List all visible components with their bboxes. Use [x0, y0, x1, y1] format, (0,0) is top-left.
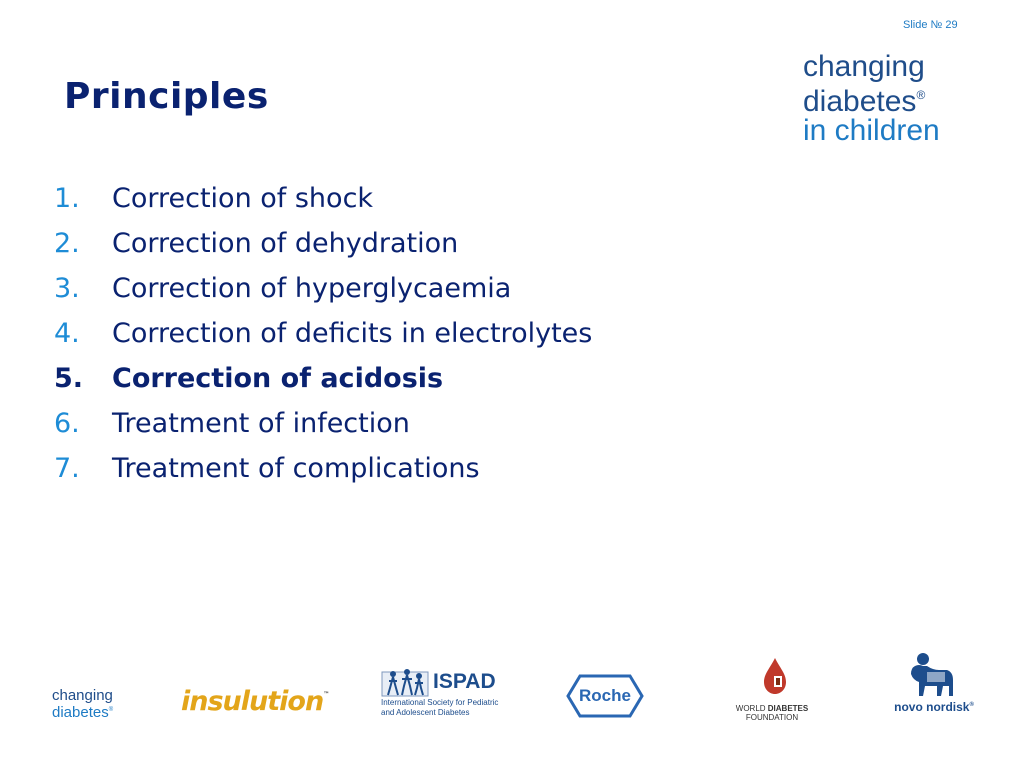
- wdf-name-part-3: FOUNDATION: [745, 713, 799, 722]
- ispad-figures-icon: [381, 666, 429, 698]
- item-number: 2.: [54, 228, 80, 259]
- item-text: Correction of deficits in electrolytes: [112, 318, 593, 349]
- ispad-subtitle-line-2: and Adolescent Diabetes: [381, 708, 470, 717]
- principles-list: [54, 183, 592, 498]
- item-number: 1.: [54, 183, 80, 214]
- logo-line-2: diabetes: [52, 704, 109, 721]
- item-text: Treatment of complications: [112, 453, 480, 484]
- brand-line-2: diabetes: [803, 85, 917, 118]
- ispad-logo: [381, 664, 511, 720]
- item-number: 4.: [54, 318, 80, 349]
- wdf-name-part-1: WORLD: [735, 704, 768, 713]
- novo-nordisk-logo: [889, 652, 979, 718]
- insulution-logo: [181, 686, 328, 717]
- list-item: [54, 318, 592, 363]
- roche-logo: [566, 674, 644, 718]
- ispad-subtitle: [381, 698, 511, 718]
- list-item: [54, 183, 592, 228]
- item-text: Correction of hyperglycaemia: [112, 273, 512, 304]
- registered-mark: ®: [108, 707, 114, 713]
- list-item-active: [54, 363, 592, 408]
- insulution-text: insulution: [181, 686, 324, 717]
- item-number: 6.: [54, 408, 80, 439]
- blood-drop-icon: [755, 656, 795, 696]
- world-diabetes-foundation-logo: [709, 656, 835, 722]
- registered-mark: ®: [969, 702, 974, 708]
- novo-nordisk-name-text: novo nordisk: [894, 700, 970, 714]
- brand-line-3: in children: [803, 114, 940, 147]
- ispad-name: ISPAD: [433, 670, 496, 693]
- item-number: 3.: [54, 273, 80, 304]
- changing-diabetes-in-children-logo: [803, 52, 940, 145]
- item-text: Correction of acidosis: [112, 363, 444, 394]
- list-item: [54, 273, 592, 318]
- item-text: Correction of shock: [112, 183, 374, 214]
- ispad-subtitle-line-1: International Society for Pediatric: [381, 698, 499, 707]
- changing-diabetes-logo: [52, 688, 113, 720]
- slide-title: Principles: [64, 76, 269, 117]
- wdf-name: [709, 704, 835, 722]
- logo-line-1: changing: [52, 687, 113, 704]
- registered-mark: ®: [916, 88, 926, 102]
- wdf-name-part-2: DIABETES: [767, 704, 809, 713]
- item-text: Correction of dehydration: [112, 228, 459, 259]
- roche-name: Roche: [579, 686, 631, 705]
- list-item: [54, 408, 592, 453]
- item-number: 7.: [54, 453, 80, 484]
- list-item: [54, 228, 592, 273]
- novo-nordisk-name: [889, 700, 979, 714]
- item-text: Treatment of infection: [112, 408, 410, 439]
- list-item: [54, 453, 592, 498]
- apis-bull-icon: [903, 652, 959, 698]
- trademark-mark: ™: [323, 691, 329, 698]
- item-number: 5.: [54, 363, 84, 394]
- slide-number: Slide № 29: [903, 19, 958, 31]
- brand-line-1: changing: [803, 50, 925, 83]
